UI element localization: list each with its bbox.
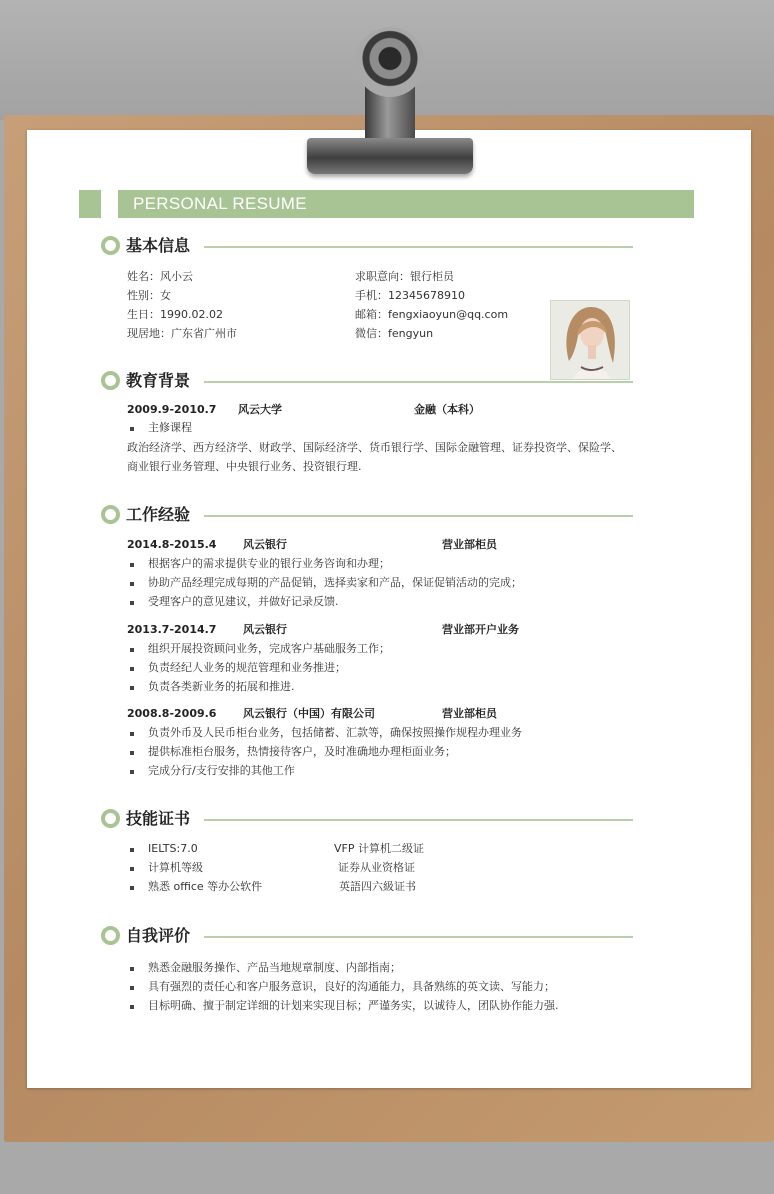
skill-item: IELTS:7.0 [148,842,198,855]
bullet-icon [130,648,134,652]
section-basic-info [101,234,633,258]
divider [204,515,633,517]
bullet-icon [130,732,134,736]
divider [204,936,633,938]
course-line: 商业银行业务管理、中央银行业务、投资银行理. [127,460,362,473]
job-duty: 提供标准柜台服务，热情接待客户，及时准确地办理柜面业务； [148,745,456,758]
bullet-icon [130,582,134,586]
section-education [101,369,633,393]
section-title: 自我评价 [126,926,191,945]
gender-field: 性别：女 [127,289,171,302]
edu-major: 金融（本科） [414,403,480,416]
bullet-icon [130,770,134,774]
job-duty: 受理客户的意见建议，并做好记录反馈. [148,595,339,608]
bullet-icon [130,986,134,990]
bullet-icon [130,667,134,671]
self-item: 具有强烈的责任心和客户服务意识，良好的沟通能力，具备熟练的英文读、写能力； [148,980,555,993]
clip-ring [355,27,425,97]
resume-title: PERSONAL RESUME [118,190,694,218]
job-duty: 负责外币及人民币柜台业务，包括储蓄、汇款等，确保按照操作规程办理业务 [148,726,522,739]
job-position: 营业部开户业务 [442,623,519,636]
job-company: 风云银行 [243,623,287,636]
job-period: 2008.8-2009.6 [127,707,217,720]
job-position: 营业部柜员 [442,538,497,551]
section-self-evaluation [101,924,633,948]
divider [204,819,633,821]
job-duty: 负责各类新业务的拓展和推进. [148,680,295,693]
certificate-item: VFP 计算机二级证 [334,842,424,855]
self-item: 目标明确、擅于制定详细的计划来实现目标；严谨务实，以诚待人，团队协作能力强. [148,999,559,1012]
bullet-icon [130,1005,134,1009]
job-company: 风云银行 [243,538,287,551]
circle-icon [101,505,120,524]
section-skills [101,807,633,831]
edu-school: 风云大学 [238,403,282,416]
divider [204,381,633,383]
bullet-icon [130,427,134,431]
circle-icon [101,809,120,828]
bullet-icon [130,886,134,890]
job-duty: 协助产品经理完成每期的产品促销，选择卖家和产品，保证促销活动的完成； [148,576,522,589]
edu-period: 2009.9-2010.7 [127,403,217,416]
profile-photo [550,300,630,380]
job-period: 2013.7-2014.7 [127,623,217,636]
skill-item: 熟悉 office 等办公软件 [148,880,263,893]
section-work [101,503,633,527]
name-field: 姓名：风小云 [127,270,193,283]
bullet-icon [130,751,134,755]
job-period: 2014.8-2015.4 [127,538,217,551]
bullet-icon [130,686,134,690]
circle-icon [101,371,120,390]
job-duty: 根据客户的需求提供专业的银行业务咨询和办理； [148,557,390,570]
title-accent [79,190,101,218]
section-title: 工作经验 [126,505,191,524]
certificate-item: 证券从业资格证 [338,861,415,874]
section-title: 基本信息 [126,236,191,255]
wechat-field: 微信：fengyun [355,327,434,340]
section-title: 技能证书 [126,809,191,828]
email-field: 邮箱：fengxiaoyun@qq.com [355,308,509,321]
intent-field: 求职意向：银行柜员 [355,270,454,283]
job-position: 营业部柜员 [442,707,497,720]
clip-base [307,138,473,174]
location-field: 现居地：广东省广州市 [127,327,237,340]
job-duty: 负责经纪人业务的规范管理和业务推进； [148,661,346,674]
bullet-icon [130,563,134,567]
bullet-icon [130,867,134,871]
phone-field: 手机：12345678910 [355,289,465,302]
self-item: 熟悉金融服务操作、产品当地规章制度、内部指南； [148,961,401,974]
section-title: 教育背景 [126,371,191,390]
course-line: 政治经济学、西方经济学、财政学、国际经济学、货币银行学、国际金融管理、证券投资学、保险学、 [127,441,622,454]
circle-icon [101,926,120,945]
job-duty: 完成分行/支行安排的其他工作 [148,764,295,777]
divider [204,246,633,248]
job-company: 风云银行（中国）有限公司 [243,707,375,720]
bullet-icon [130,848,134,852]
certificate-item: 英語四六級证书 [339,880,416,893]
bullet-icon [130,601,134,605]
job-duty: 组织开展投资顾问业务，完成客户基础服务工作； [148,642,390,655]
skill-item: 计算机等级 [148,861,203,874]
bullet-icon [130,967,134,971]
circle-icon [101,236,120,255]
birth-field: 生日：1990.02.02 [127,308,223,321]
course-title: 主修课程 [148,421,192,434]
